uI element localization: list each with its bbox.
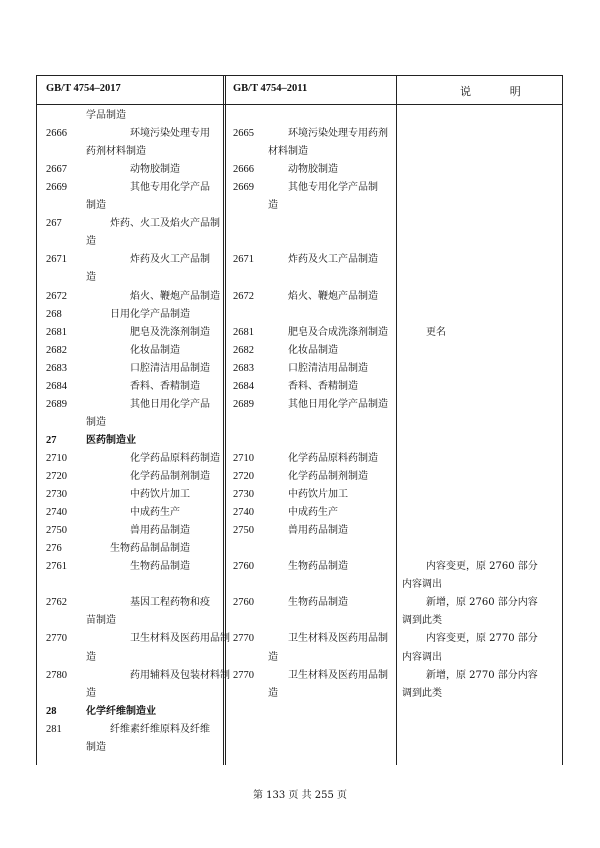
old-name: 造 <box>268 651 278 663</box>
table-row <box>36 233 563 251</box>
change-note: 新增，原 2760 部分内容 <box>426 597 538 609</box>
table-row <box>36 504 563 522</box>
old-code: 2666 <box>233 164 254 176</box>
table-row <box>36 179 563 197</box>
old-name: 化学药品制剂制造 <box>288 471 368 482</box>
table-row <box>36 378 563 396</box>
table-row <box>36 703 563 721</box>
table-row <box>36 360 563 378</box>
new-code: 2689 <box>46 398 67 410</box>
old-name: 生物药品制造 <box>288 561 348 573</box>
new-code: 2750 <box>46 525 67 537</box>
new-code: 27 <box>46 434 57 446</box>
old-code: 2720 <box>233 471 254 482</box>
new-name: 造 <box>86 651 96 663</box>
table-row <box>36 612 563 630</box>
old-name: 材料制造 <box>268 146 308 158</box>
new-code: 2770 <box>46 633 67 645</box>
new-name: 造 <box>86 236 96 248</box>
table-top-border <box>36 75 563 76</box>
old-name: 其他日用化学产品制造 <box>288 398 388 410</box>
change-note: 新增，原 2770 部分内容 <box>426 669 538 681</box>
header-old-standard: GB/T 4754–2011 <box>233 83 308 94</box>
table-row <box>36 649 563 667</box>
new-code: 2710 <box>46 452 67 464</box>
new-name: 药用辅料及包装材料制 <box>130 669 230 681</box>
new-code: 28 <box>46 705 57 717</box>
table-row <box>36 251 563 269</box>
new-name: 制造 <box>86 416 106 428</box>
table-row <box>36 125 563 143</box>
table-row <box>36 739 563 757</box>
new-code: 2681 <box>46 326 67 338</box>
table-row <box>36 324 563 342</box>
table-row <box>36 306 563 324</box>
old-code: 2683 <box>233 362 254 374</box>
table-row <box>36 630 563 648</box>
table-row <box>36 342 563 360</box>
change-note: 内容调出 <box>402 651 442 663</box>
new-name: 卫生材料及医药用品制 <box>130 633 230 645</box>
old-name: 中成药生产 <box>288 507 338 519</box>
old-name: 肥皂及合成洗涤剂制造 <box>288 326 388 338</box>
table-row <box>36 576 563 594</box>
header-bottom-border <box>36 104 563 105</box>
new-code: 2761 <box>46 561 67 573</box>
new-name: 口腔清洁用品制造 <box>130 362 210 374</box>
old-name: 化学药品原料药制造 <box>288 452 378 464</box>
new-name: 炸药及火工产品制 <box>130 254 210 266</box>
old-code: 2684 <box>233 380 254 392</box>
table-row <box>36 161 563 179</box>
new-name: 纤维素纤维原料及纤维 <box>110 723 210 735</box>
table-row <box>36 269 563 287</box>
table-row <box>36 486 563 504</box>
change-note: 调到此类 <box>402 615 442 627</box>
old-name: 焰火、鞭炮产品制造 <box>288 290 378 302</box>
old-code: 2681 <box>233 326 254 338</box>
change-note: 内容变更，原 2770 部分 <box>426 633 538 645</box>
old-code: 2770 <box>233 669 254 681</box>
new-code: 2780 <box>46 669 67 681</box>
table-row <box>36 432 563 450</box>
table-row <box>36 414 563 432</box>
new-name: 化妆品制造 <box>130 344 180 356</box>
new-name: 中成药生产 <box>130 507 180 519</box>
old-name: 香料、香精制造 <box>288 380 358 392</box>
table-row <box>36 197 563 215</box>
table-row <box>36 288 563 306</box>
new-name: 医药制造业 <box>86 434 136 446</box>
new-name: 基因工程药物和疫 <box>130 597 210 609</box>
change-note: 内容调出 <box>402 579 442 591</box>
old-code: 2760 <box>233 561 254 573</box>
old-name: 卫生材料及医药用品制 <box>288 633 388 645</box>
new-code: 2672 <box>46 290 67 302</box>
new-name: 制造 <box>86 200 106 212</box>
new-name: 中药饮片加工 <box>130 489 190 501</box>
table-row <box>36 143 563 161</box>
new-name: 制造 <box>86 741 106 753</box>
old-code: 2710 <box>233 452 254 464</box>
table-row <box>36 396 563 414</box>
old-code: 2672 <box>233 290 254 302</box>
code-comparison-table <box>36 75 563 765</box>
new-code: 2682 <box>46 344 67 356</box>
new-name: 化学药品原料药制造 <box>130 452 220 464</box>
new-name: 药剂材料制造 <box>86 146 146 158</box>
new-code: 2730 <box>46 489 67 501</box>
old-name: 炸药及火工产品制造 <box>288 254 378 266</box>
old-name: 卫生材料及医药用品制 <box>288 669 388 681</box>
table-row <box>36 540 563 558</box>
old-name: 化妆品制造 <box>288 344 338 356</box>
new-code: 2671 <box>46 254 67 266</box>
table-row <box>36 558 563 576</box>
table-row <box>36 685 563 703</box>
new-code: 276 <box>46 543 62 555</box>
new-code: 2762 <box>46 597 67 609</box>
new-name: 焰火、鞭炮产品制造 <box>130 290 220 302</box>
old-code: 2730 <box>233 489 254 501</box>
old-code: 2770 <box>233 633 254 645</box>
old-code: 2669 <box>233 182 254 194</box>
new-code: 2669 <box>46 182 67 194</box>
old-name: 口腔清洁用品制造 <box>288 362 368 374</box>
new-code: 267 <box>46 218 62 230</box>
new-name: 环境污染处理专用 <box>130 128 210 140</box>
new-code: 2740 <box>46 507 67 519</box>
old-name: 造 <box>268 200 278 212</box>
table-row <box>36 107 563 125</box>
new-name: 生物药品制造 <box>130 561 190 573</box>
old-name: 环境污染处理专用药剂 <box>288 128 388 140</box>
old-code: 2760 <box>233 597 254 609</box>
header-new-standard: GB/T 4754–2017 <box>46 83 121 94</box>
table-row <box>36 215 563 233</box>
old-code: 2750 <box>233 525 254 537</box>
new-name: 动物胶制造 <box>130 164 180 176</box>
old-code: 2665 <box>233 128 254 140</box>
new-name: 其他日用化学产品 <box>130 398 210 410</box>
new-code: 2684 <box>46 380 67 392</box>
table-row <box>36 667 563 685</box>
change-note: 更名 <box>426 326 446 338</box>
page-number: 第 133 页 共 255 页 <box>252 790 348 801</box>
old-name: 兽用药品制造 <box>288 525 348 537</box>
table-row <box>36 721 563 739</box>
table-row <box>36 468 563 486</box>
new-code: 2720 <box>46 471 67 482</box>
new-name: 兽用药品制造 <box>130 525 190 537</box>
new-name: 其他专用化学产品 <box>130 182 210 194</box>
old-code: 2689 <box>233 398 254 410</box>
table-row <box>36 450 563 468</box>
new-code: 281 <box>46 723 62 735</box>
new-name: 生物药品制品制造 <box>110 543 190 555</box>
old-name: 生物药品制造 <box>288 597 348 609</box>
new-name: 香料、香精制造 <box>130 380 200 392</box>
change-note: 调到此类 <box>402 687 442 699</box>
old-name: 中药饮片加工 <box>288 489 348 501</box>
new-name: 日用化学产品制造 <box>110 308 190 320</box>
new-code: 2666 <box>46 128 67 140</box>
new-name: 造 <box>86 272 96 284</box>
table-row <box>36 522 563 540</box>
old-code: 2740 <box>233 507 254 519</box>
new-name: 化学纤维制造业 <box>86 705 156 717</box>
new-name: 肥皂及洗涤剂制造 <box>130 326 210 338</box>
new-name: 炸药、火工及焰火产品制 <box>110 218 220 230</box>
new-name: 苗制造 <box>86 615 116 627</box>
new-code: 268 <box>46 308 62 320</box>
new-code: 2683 <box>46 362 67 374</box>
new-name: 化学药品制剂制造 <box>130 471 210 482</box>
old-code: 2671 <box>233 254 254 266</box>
old-name: 其他专用化学产品制 <box>288 182 378 194</box>
old-name: 造 <box>268 687 278 699</box>
new-name: 学品制造 <box>86 110 126 121</box>
table-row <box>36 594 563 612</box>
old-code: 2682 <box>233 344 254 356</box>
old-name: 动物胶制造 <box>288 164 338 176</box>
header-notes: 说 明 <box>460 86 539 98</box>
new-name: 造 <box>86 687 96 699</box>
new-code: 2667 <box>46 164 67 176</box>
change-note: 内容变更，原 2760 部分 <box>426 561 538 573</box>
